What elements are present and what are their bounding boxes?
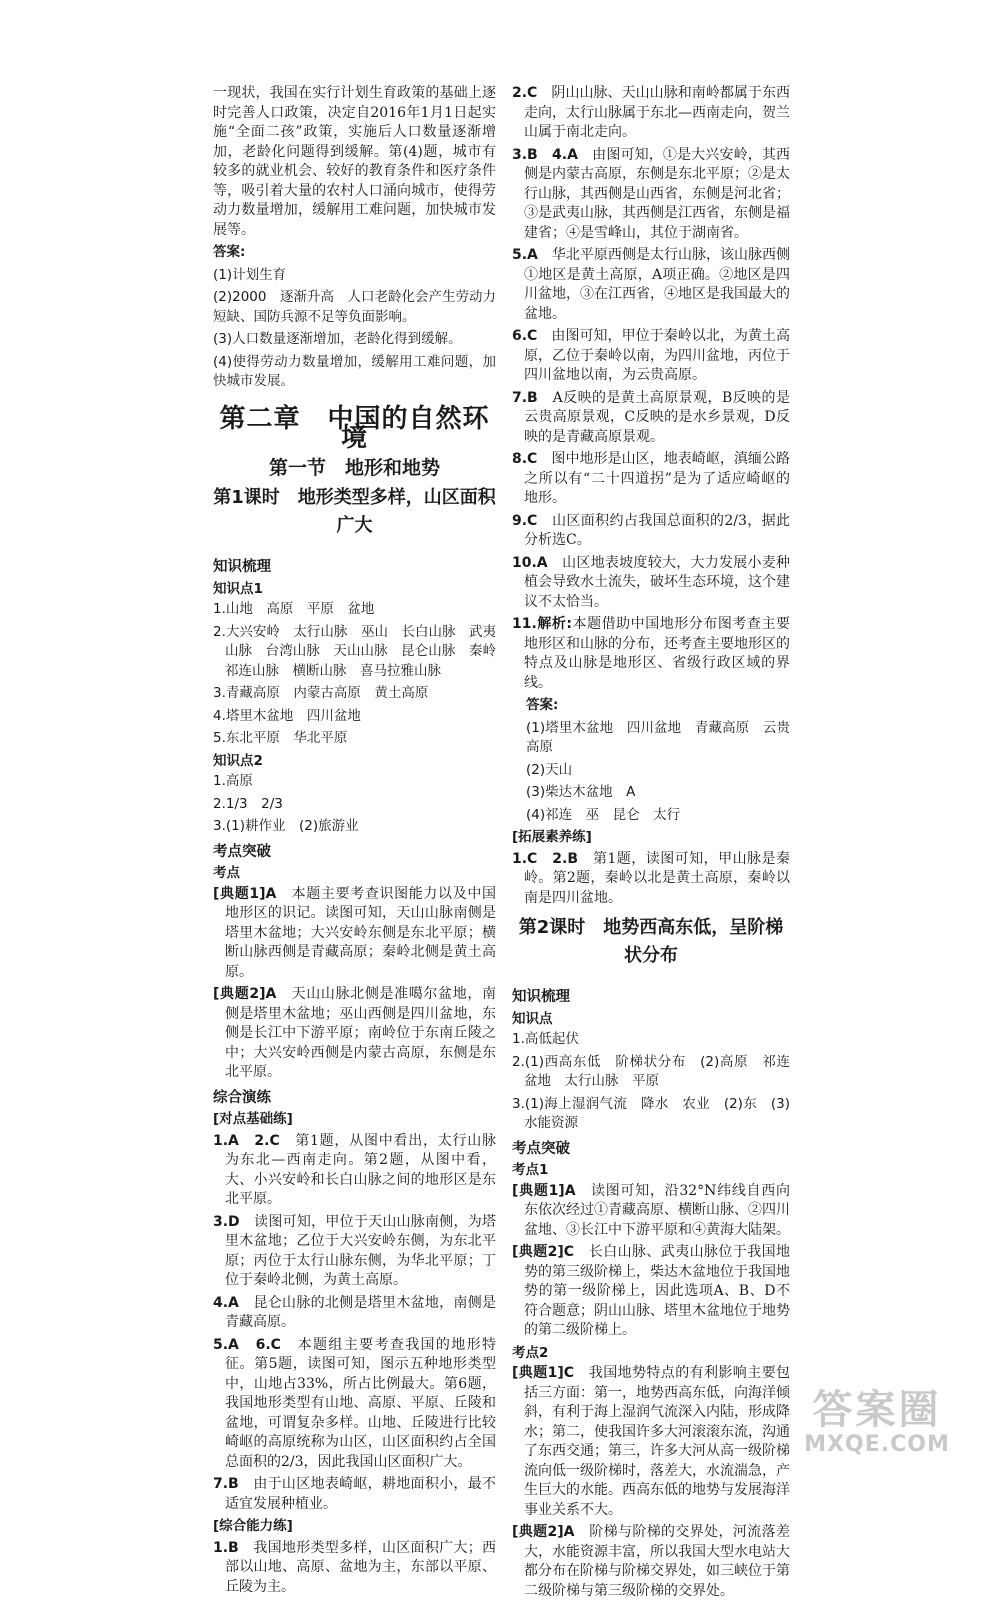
example-item: [典题2]A 天山山脉北侧是准噶尔盆地，南侧是塔里木盆地；巫山西侧是四川盆地，东侧是长江中下游平原；南岭位于东南丘陵之中；大兴安岭西侧是内蒙古高原，东侧是东北平原。 — [213, 986, 496, 1080]
lesson-title: 第1课时 地形类型多样，山区面积广大 — [213, 487, 496, 536]
list-item: 2.大兴安岭 太行山脉 巫山 长白山脉 武夷山脉 台湾山脉 天山山脉 昆仑山脉 秦岭 祁连山脉 横断山脉 喜马拉雅山脉 — [213, 623, 510, 679]
lesson-title: 第2课时 地势西高东低，呈阶梯状分布 — [518, 917, 784, 966]
answer-label: 答案: — [213, 244, 246, 260]
exercise-item: 11.解析:本题借助中国地形分布图考查主要地形区和山脉的分布，还考查主要地形区的特点及山脉是地形区、省级行政区域的界线。 — [512, 616, 790, 691]
exercise-item: 3.B 4.A 由图可知，①是大兴安岭，其西侧是内蒙古高原，东侧是东北平原；②是太行山脉，其西侧是山西省，东侧是河北省；③是武夷山脉，其西侧是江西省，东侧是福建省；④是雪峰山，其位于湖南省。 — [512, 146, 791, 241]
knowledge-heading: 知识梳理 — [512, 989, 570, 1005]
kaodian-label: 考点 — [213, 865, 240, 881]
breakthrough-heading: 考点突破 — [213, 843, 271, 860]
intro-answers — [213, 243, 496, 392]
answer-line: (1)塔里木盆地 四川盆地 青藏高原 云贵高原 — [526, 719, 790, 755]
list-item: 3.(1)耕作业 (2)旅游业 — [213, 818, 359, 834]
exercise-item: 3.D 读图可知，甲位于天山山脉南侧，为塔里木盆地；乙位于大兴安岭东侧，为东北平原；丙位于太行山脉东侧，为华北平原；丁位于秦岭北侧，为黄土高原。 — [213, 1213, 496, 1288]
example-item: [典题2]C 长白山脉、武夷山脉位于我国地势的第三级阶梯上，柴达木盆地位于我国地势的第一级阶梯上，因此选项A、B、D不符合题意；阴山山脉、塔里木盆地位于地势的第二级阶梯上。 — [512, 1244, 791, 1338]
list-item: 2.1/3 2/3 — [213, 795, 283, 812]
exercise-item: 9.C 山区面积约占我国总面积的2/3，据此分析选C。 — [512, 512, 790, 548]
section-title: 第一节 地形和地势 — [268, 456, 440, 479]
list-item: 2.(1)西高东低 阶梯状分布 (2)高原 祁连 盆地 太行山脉 平原 — [512, 1053, 804, 1089]
list-item: 1.高低起伏 — [512, 1031, 579, 1047]
chapter-title: 第二章 中国的自然环境 — [219, 403, 490, 453]
answer-label: 答案: — [526, 697, 559, 713]
exercise-item: 1.A 2.C 第1题，从图中看出，太行山脉为东北—西南走向。第2题，从图中看，大、小兴安岭和长白山脉之间的地形区是东北平原。 — [213, 1132, 496, 1207]
left-column — [213, 84, 510, 1600]
watermark-logo — [772, 1387, 982, 1457]
exercise-item: 4.A 昆仑山脉的北侧是塔里木盆地，南侧是青藏高原。 — [213, 1294, 496, 1330]
exercise-item: 6.C 由图可知，甲位于秦岭以北，为黄土高原，乙位于秦岭以南，为四川盆地，丙位于四川盆地以南，为云贵高原。 — [512, 328, 790, 383]
ability-bracket: [综合能力练] — [213, 1518, 293, 1534]
list-item: 1.高原 — [213, 773, 253, 789]
answer-line: (3)柴达木盆地 A — [526, 784, 636, 800]
point-label: 知识点2 — [213, 752, 263, 769]
list-item: 5.东北平原 华北平原 — [213, 730, 348, 746]
answer-line: (2)天山 — [526, 761, 573, 778]
breakthrough-heading: 考点突破 — [512, 1140, 570, 1157]
kaodian-label: 考点2 — [512, 1344, 549, 1361]
point-label: 知识点1 — [213, 580, 263, 597]
kaodian-label: 考点1 — [512, 1162, 549, 1178]
extension-bracket: [拓展素养练] — [512, 829, 592, 845]
comprehensive-heading: 综合演练 — [213, 1089, 271, 1106]
list-item: 1.山地 高原 平原 盆地 — [213, 601, 375, 617]
answer-line: (1)计划生育 — [213, 266, 287, 283]
list-item: 3.青藏高原 内蒙古高原 黄土高原 — [213, 685, 429, 701]
watermark-url: MXQE.COM — [804, 1432, 950, 1457]
list-item: 3.(1)海上湿润气流 降水 农业 (2)东 (3)水能资源 — [512, 1095, 790, 1131]
basic-bracket: [对点基础练] — [213, 1111, 293, 1127]
exercise-item: 5.A 6.C 本题组主要考查我国的地形特征。第5题，读图可知，图示五种地形类型中，山地占33%，所占比例最大。第6题，我国地形类型有山地、高原、平原、丘陵和盆地，可谓复杂多样。山地、丘陵进行比较崎岖的高原统称为山区，山区面积约占全国总面积的2/3，因此我国山区面积广大。 — [213, 1336, 496, 1470]
exercise-item: 7.B 由于山区地表崎岖，耕地面积小，最不适宜发展种植业。 — [213, 1476, 496, 1512]
answer-line: (3)人口数量逐渐增加，老龄化得到缓解。 — [213, 331, 462, 347]
example-item: [典题2]A 阶梯与阶梯的交界处，河流落差大，水能资源丰富，所以我国大型水电站大都分布在阶梯与阶梯交界处，如三峡位于第二级阶梯与第三级阶梯的交界处。 — [512, 1524, 791, 1599]
exercise-item: 8.C 图中地形是山区，地表崎岖，滇缅公路之所以有“二十四道拐”是为了适应崎岖的地形。 — [512, 451, 790, 506]
exercise-item: 7.B A反映的是黄土高原景观，B反映的是云贵高原景观，C反映的是水乡景观，D反映的是青藏高原景观。 — [512, 389, 790, 445]
exercise-item: 2.C 阴山山脉、天山山脉和南岭都属于东西走向，太行山脉属于东北—西南走向，贺兰山属于南北走向。 — [512, 85, 790, 140]
list-item: 4.塔里木盆地 四川盆地 — [213, 707, 361, 724]
exercise-item: 5.A 华北平原西侧是太行山脉，该山脉西侧①地区是黄土高原，A项正确。②地区是四川盆地，③在江西省，④地区是我国最大的盆地。 — [512, 247, 790, 322]
exercise-item: 10.A 山区地表坡度较大，大力发展小麦种植会导致水土流失，破坏生态环境，这个建议不太恰当。 — [512, 554, 790, 610]
example-item: [典题1]C 我国地势特点的有利影响主要包括三方面：第一，地势西高东低，向海洋倾斜，有利于海上湿润气流深入内陆，形成降水；第二，使我国许多大河滚滚东流，沟通了东西交通；第三，许多大河从高一级阶梯流向低一级阶梯时，落差大，水流湍急，产生巨大的水能。西高东低的地势与发展海洋事业关系不大。 — [512, 1365, 791, 1518]
answer-line: (2)2000 逐渐升高 人口老龄化会产生劳动力短缺、国防兵源不足等负面影响。 — [213, 289, 496, 325]
point-label: 知识点 — [512, 1010, 553, 1027]
watermark-text: 答案圈 — [812, 1387, 942, 1433]
exercise-item: 1.B 我国地形类型多样，山区面积广大；西部以山地、高原、盆地为主，东部以平原、丘陵为主。 — [213, 1539, 496, 1595]
knowledge-heading: 知识梳理 — [213, 559, 271, 575]
example-item: [典题1]A 读图可知，沿32°N纬线自西向东依次经过①青藏高原、横断山脉、②四川盆地、③长江中下游平原和④黄海大陆架。 — [512, 1182, 790, 1238]
right-column — [512, 84, 804, 1604]
example-item: [典题1]A 本题主要考查识图能力以及中国地形区的识记。读图可知，天山山脉南侧是塔里木盆地；大兴安岭东侧是东北平原；横断山脉西侧是青藏高原；秦岭北侧是黄土高原。 — [213, 885, 496, 980]
answer-line: (4)使得劳动力数量增加，缓解用工难问题，加快城市发展。 — [213, 353, 496, 389]
answer-line: (4)祁连 巫 昆仑 太行 — [526, 806, 681, 823]
exercise-item: 1.C 2.B 第1题，读图可知，甲山脉是秦岭。第2题，秦岭以北是黄土高原，秦岭以南是四川盆地。 — [512, 850, 790, 906]
intro-paragraph: 一现状，我国在实行计划生育政策的基础上逐时完善人口政策，决定自2016年1月1日起实施“全面二孩”政策，实施后人口数量逐渐增加，老龄化问题得到缓解。第(4)题，城市有较多的就业机会、较好的教育条件和医疗条件等，吸引着大量的农村人口涌向城市，使得劳动力数量增加，缓解用工难问题，加快城市发展等。 — [213, 85, 496, 238]
